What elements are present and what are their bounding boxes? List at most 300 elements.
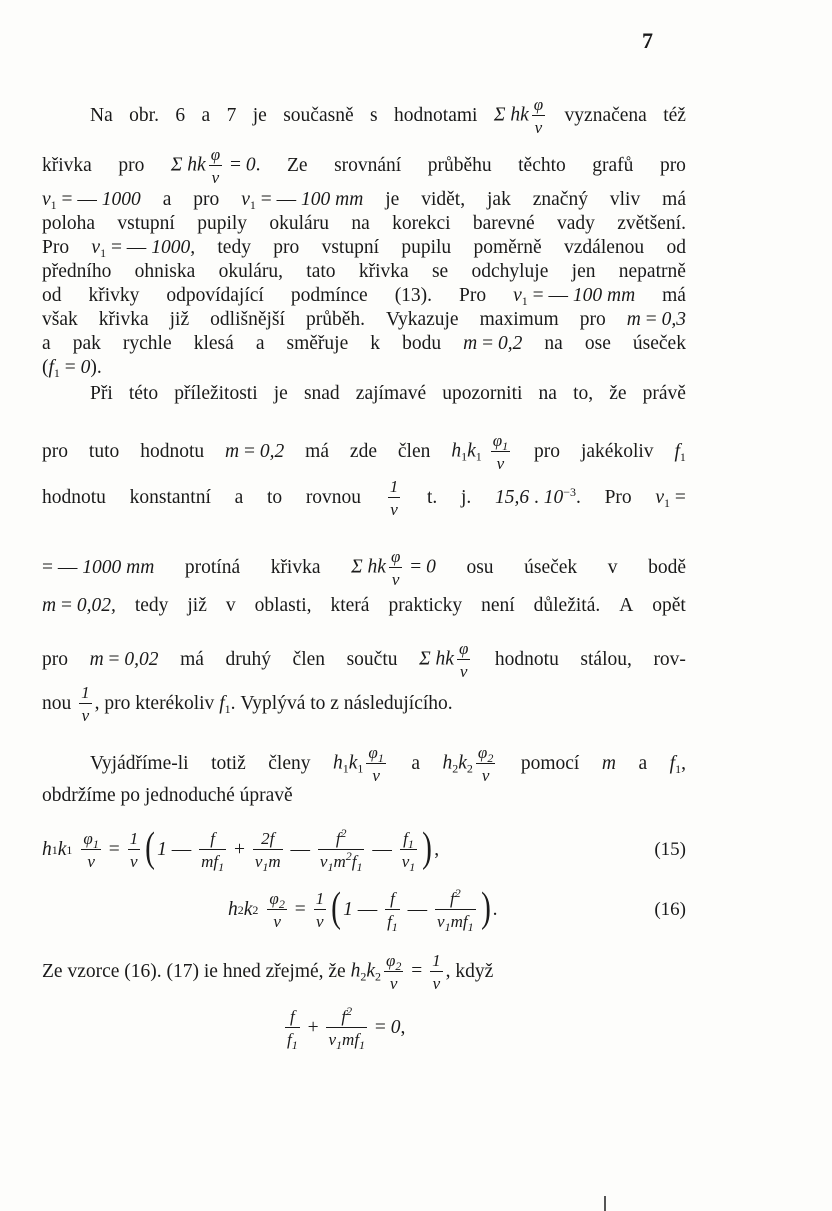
word: členy: [268, 753, 311, 774]
math-expression: [333, 744, 389, 784]
math-expression: [42, 594, 116, 618]
word: poloha: [42, 213, 96, 234]
word: pomocí: [520, 753, 580, 774]
text-line: [42, 478, 686, 518]
word: směřuje: [286, 333, 349, 354]
subscript: 2: [452, 761, 459, 776]
math-symbol: =: [103, 839, 125, 860]
fraction-denominator: $v_1m^2f_1$: [319, 849, 363, 874]
word: Pro: [604, 487, 632, 508]
text-line: [42, 744, 686, 784]
math-symbol: 0: [80, 357, 91, 378]
word: křivka: [270, 557, 321, 578]
word: pro: [579, 309, 606, 330]
fraction-numerator: φ: [533, 95, 544, 114]
fraction: [81, 830, 100, 870]
text-line: [42, 684, 686, 724]
word: vliv: [609, 189, 641, 210]
word: klesá: [193, 333, 234, 354]
subscript: 1: [521, 294, 528, 308]
subscript: 1: [679, 450, 686, 464]
math-symbol: —: [166, 839, 197, 860]
word: barevné: [472, 213, 535, 234]
math-symbol: 1000: [101, 189, 141, 210]
word: 7: [226, 105, 237, 126]
subscript: 2: [466, 761, 473, 776]
fraction-numerator: $f^2$: [341, 1004, 353, 1026]
math-symbol: =: [477, 333, 498, 354]
subscript: 2: [278, 897, 285, 911]
math-symbol: = —: [42, 557, 83, 578]
math-symbol: h: [442, 752, 453, 774]
text-run: obdržíme po jednoduché úpravě: [42, 785, 293, 806]
math-symbol: —: [285, 839, 315, 860]
math-symbol: = —: [56, 189, 102, 210]
math-symbol: Σ hk: [170, 154, 206, 176]
math-symbol: 0,3: [661, 309, 686, 330]
math-symbol: v: [513, 285, 522, 306]
fraction: [400, 829, 418, 874]
math-expression: [241, 188, 363, 212]
fraction-numerator: f: [210, 829, 215, 848]
math-symbol: =: [239, 441, 260, 462]
math-expression: [494, 96, 548, 136]
subscript: 1: [475, 449, 482, 464]
math-symbol: 15,6: [494, 487, 530, 508]
fraction-denominator: $v_1m$: [254, 852, 281, 874]
math-symbol: (: [42, 357, 49, 378]
math-symbol: f: [674, 441, 680, 462]
subscript: 1: [100, 246, 107, 260]
word: na: [538, 383, 557, 404]
math-symbol: f: [48, 357, 54, 378]
word: vidět,: [421, 189, 466, 210]
subscript: 1: [218, 860, 225, 874]
word: od: [42, 285, 62, 306]
word: že: [609, 383, 627, 404]
math-symbol: ,: [681, 753, 686, 774]
word: a: [638, 753, 648, 774]
fraction-denominator: $v_1mf_1$: [437, 912, 474, 934]
fraction-numerator: 2f: [261, 829, 275, 848]
word: prakticky: [388, 595, 463, 616]
math-symbol: m: [463, 333, 478, 354]
math-expression: [463, 332, 522, 356]
left-paren: (: [145, 825, 155, 871]
text-run: Ze vzorce (16). (17) ie hned zřejmé, že: [42, 961, 351, 982]
math-symbol: Σ hk: [493, 104, 529, 126]
word: má: [180, 649, 204, 670]
math-symbol: —: [352, 899, 383, 920]
fraction-numerator: f: [390, 889, 395, 908]
math-symbol: ).: [90, 357, 102, 378]
word: je: [252, 105, 267, 126]
equation-number: (15): [654, 839, 686, 860]
fraction: [199, 829, 226, 874]
math-symbol: .: [576, 487, 581, 508]
word: srovnání: [334, 155, 402, 176]
word: Na: [90, 105, 113, 126]
fraction-denominator: v: [81, 706, 90, 725]
math-expression: [90, 648, 159, 672]
math-symbol: =: [406, 960, 428, 982]
word: jak: [487, 189, 511, 210]
word: průběh.: [305, 309, 365, 330]
fraction-numerator: φ: [210, 145, 221, 164]
math-expression: [351, 952, 451, 992]
fraction: [430, 952, 443, 992]
fraction-numerator: 1: [129, 829, 139, 848]
word: bodu: [402, 333, 442, 354]
word: která: [330, 595, 370, 616]
word: pupily: [197, 213, 248, 234]
fraction-denominator: v: [316, 912, 324, 931]
word: grafů: [592, 155, 634, 176]
math-expression: [42, 556, 154, 580]
math-symbol: =: [405, 556, 427, 578]
math-symbol: k: [348, 752, 358, 774]
fraction-numerator: $\varphi_2$: [386, 951, 402, 973]
math-symbol: .: [230, 693, 236, 714]
word: na: [544, 333, 563, 354]
word: součtu: [346, 649, 398, 670]
word: k: [370, 333, 381, 354]
subscript: 1: [407, 837, 414, 851]
fraction-numerator: $\varphi_2$: [269, 889, 285, 911]
math-expression: [674, 440, 685, 464]
word: j.: [460, 487, 472, 508]
word: a: [201, 105, 211, 126]
word: tuto: [88, 441, 120, 462]
numbered-equation: h 1 k 1 $\frac{\varphi_1}{v}$ = $\frac{1}{v}$ ( 1 — $\frac{f}{mf_1}$ + $\frac{2f}{v_1m}$ — $\frac{f^2}{v_1m^2f_1}$ — $\frac{f_1}{v_1}$ ) , (15): [42, 825, 686, 874]
text-line: [42, 356, 686, 380]
word: osu: [466, 557, 494, 578]
subscript: 1: [356, 860, 363, 874]
math-symbol: ,: [434, 839, 440, 860]
math-symbol: 10: [543, 487, 564, 508]
fraction-numerator: $\varphi_1$: [492, 431, 509, 453]
subscript: 1: [50, 198, 57, 212]
math-symbol: m: [42, 595, 57, 616]
fraction-numerator: 1: [432, 951, 441, 970]
fraction-denominator: $v_1$: [401, 852, 416, 874]
word: korekci: [392, 213, 451, 234]
math-expression: [627, 308, 686, 332]
math-symbol: =: [670, 487, 686, 508]
scan-artifact-line: [604, 1196, 606, 1211]
word: úseček: [632, 333, 686, 354]
display-equation: [282, 1004, 686, 1052]
word: má: [662, 285, 686, 306]
word: vady: [556, 213, 595, 234]
subscript: 1: [461, 449, 468, 464]
math-expression: [171, 146, 261, 186]
fraction-numerator: $\varphi_2$: [477, 743, 494, 765]
fraction: [476, 744, 495, 784]
word: v: [607, 557, 618, 578]
math-symbol: 0: [390, 1017, 401, 1038]
word: bodě: [648, 557, 686, 578]
word: a: [411, 753, 420, 774]
fraction-numerator: $f_1$: [403, 829, 414, 851]
word: v: [225, 595, 236, 616]
fraction-numerator: φ: [458, 639, 469, 658]
fraction-denominator: v: [372, 766, 380, 785]
word: stálou,: [580, 649, 632, 670]
subscript: 1: [391, 920, 398, 934]
math-symbol: 0,02: [124, 649, 159, 670]
fraction: [491, 432, 510, 472]
math-symbol: 0: [426, 556, 436, 578]
word: pro: [118, 155, 145, 176]
word: křivka: [358, 261, 409, 282]
word: vyznačena: [564, 105, 647, 126]
word: též: [663, 105, 686, 126]
math-symbol: 0,02,: [76, 595, 116, 616]
left-paren: (: [331, 885, 341, 931]
text-line: [42, 260, 686, 284]
word: konstantní: [129, 487, 211, 508]
text-line: [42, 188, 686, 212]
math-expression: [513, 284, 635, 308]
math-expression: [219, 692, 235, 716]
word: odlišnější: [210, 309, 285, 330]
word: tedy: [134, 595, 169, 616]
word: odchyluje: [471, 261, 549, 282]
fraction-denominator: v: [496, 454, 505, 473]
word: zajímavé: [355, 383, 427, 404]
math-symbol: v: [655, 487, 665, 508]
word: pro: [42, 649, 68, 670]
fraction-numerator: 1: [389, 477, 399, 496]
text-line: [42, 308, 686, 332]
math-symbol: Σ hk: [419, 648, 454, 670]
text-run: když: [450, 961, 494, 982]
math-symbol: +: [302, 1017, 324, 1038]
math-symbol: ,: [445, 960, 451, 982]
fraction: [389, 548, 402, 588]
word: vstupní: [321, 237, 380, 258]
math-symbol: 1: [157, 839, 167, 860]
math-symbol: 1000,: [151, 237, 196, 258]
fraction-denominator: $f_1$: [287, 1030, 298, 1052]
fraction: [384, 952, 403, 992]
fraction: [388, 478, 401, 518]
fraction-numerator: 1: [315, 889, 325, 908]
subscript: 1: [92, 837, 99, 851]
math-expression: [495, 486, 581, 510]
word: obr.: [129, 105, 159, 126]
math-expression: [385, 478, 404, 518]
fraction-denominator: v: [130, 852, 138, 871]
math-symbol: f: [669, 753, 676, 774]
text-line: [42, 594, 686, 618]
subscript: 2: [375, 969, 381, 984]
subscript: 1: [502, 439, 509, 453]
math-symbol: Σ hk: [351, 556, 386, 578]
subscript: 1: [444, 920, 451, 934]
math-symbol: m: [626, 309, 641, 330]
word: úseček: [524, 557, 578, 578]
word: podmínce: [290, 285, 368, 306]
math-expression: [451, 432, 513, 472]
math-expression: [76, 684, 99, 724]
word: průběhu: [427, 155, 492, 176]
word: okuláru,: [218, 261, 284, 282]
math-expression: [670, 752, 686, 776]
word: pupilu: [401, 237, 452, 258]
math-symbol: =: [225, 154, 246, 176]
math-symbol: =: [59, 357, 81, 378]
word: křivky: [88, 285, 140, 306]
fraction: [318, 826, 365, 874]
word: odpovídající: [166, 285, 264, 306]
fraction: [128, 830, 141, 870]
math-symbol: f: [219, 693, 225, 714]
word: člen: [397, 441, 431, 462]
math-expression: [42, 188, 141, 212]
math-expression: [419, 640, 473, 680]
math-symbol: v: [241, 189, 250, 210]
word: má: [662, 189, 686, 210]
math-symbol: m: [225, 441, 240, 462]
subscript: 2: [487, 751, 494, 765]
fraction: [385, 889, 400, 934]
word: hodnotu: [494, 649, 559, 670]
fraction-denominator: v: [391, 570, 400, 589]
math-expression: [351, 548, 436, 588]
fraction: [79, 684, 92, 724]
math-symbol: h: [228, 899, 238, 920]
text-run: pro kterékoliv: [99, 693, 220, 714]
word: hodnotu: [140, 441, 205, 462]
text-line: [42, 212, 686, 236]
word: maximum: [479, 309, 559, 330]
math-symbol: =: [103, 649, 125, 670]
math-symbol: —: [367, 839, 397, 860]
fraction-numerator: $f^2$: [449, 886, 461, 908]
superscript: 2: [346, 1004, 353, 1018]
word: to,: [573, 383, 594, 404]
math-symbol: m: [601, 753, 616, 774]
math-symbol: 100 mm: [572, 285, 636, 306]
word: pak: [72, 333, 101, 354]
math-symbol: = —: [527, 285, 573, 306]
math-symbol: =: [370, 1017, 391, 1038]
word: jen: [571, 261, 596, 282]
fraction-denominator: $f_1$: [387, 912, 398, 934]
fraction: [267, 890, 286, 930]
subscript: 1: [262, 860, 269, 874]
math-expression: [42, 356, 102, 380]
math-symbol: .: [492, 899, 498, 920]
word: nepatrně: [618, 261, 686, 282]
word: člen: [292, 649, 326, 670]
word: rychle: [122, 333, 172, 354]
superscript: −3: [563, 485, 576, 499]
math-symbol: 0,2: [497, 333, 523, 354]
text-line: [42, 96, 686, 136]
subscript: 1: [53, 366, 60, 380]
fraction-numerator: 1: [81, 683, 90, 702]
text-line: [42, 548, 686, 588]
math-symbol: h: [42, 839, 52, 860]
equation-number: (16): [654, 899, 686, 920]
word: 6: [175, 105, 186, 126]
math-expression: [602, 752, 616, 776]
math-symbol: .: [255, 154, 261, 176]
math-symbol: +: [229, 839, 250, 860]
fraction-denominator: v: [481, 766, 490, 785]
word: poměrně: [473, 237, 542, 258]
word: právě: [642, 383, 686, 404]
math-symbol: v: [42, 189, 51, 210]
subscript: 1: [357, 761, 364, 776]
fraction-numerator: $f^2$: [335, 826, 347, 848]
word: důležitá.: [533, 595, 601, 616]
math-symbol: 1: [343, 899, 353, 920]
fraction-denominator: v: [87, 852, 95, 871]
word: křivka: [42, 155, 92, 176]
word: již: [169, 309, 190, 330]
fraction-denominator: v: [432, 974, 441, 993]
math-symbol: k: [366, 960, 375, 982]
word: Pro: [459, 285, 487, 306]
subscript: 1: [377, 751, 384, 765]
text-line: [42, 146, 686, 186]
word: a: [255, 333, 265, 354]
word: se: [431, 261, 449, 282]
subscript: 1: [664, 496, 671, 510]
math-expression: [655, 486, 686, 510]
math-symbol: k: [57, 839, 67, 860]
fraction-denominator: $v_1mf_1$: [328, 1030, 366, 1052]
word: s: [370, 105, 378, 126]
text-line: [42, 284, 686, 308]
word: ohniska: [134, 261, 196, 282]
word: jakékoliv: [580, 441, 654, 462]
word: protíná: [184, 557, 241, 578]
word: těchto: [518, 155, 566, 176]
word: Vyjádříme-li: [90, 753, 189, 774]
subscript: 1: [291, 1038, 298, 1052]
word: druhý: [225, 649, 271, 670]
superscript: 2: [340, 826, 347, 840]
word: tato: [306, 261, 336, 282]
math-symbol: h: [350, 960, 361, 982]
word: Vykazuje: [386, 309, 459, 330]
math-symbol: 0: [245, 154, 256, 176]
fraction-numerator: $\varphi_1$: [368, 743, 384, 765]
fraction: [314, 890, 327, 930]
fraction-denominator: v: [273, 912, 281, 931]
math-symbol: 1000 mm: [82, 557, 155, 578]
subscript: 1: [249, 198, 256, 212]
word: zvětšení.: [617, 213, 686, 234]
math-symbol: v: [91, 237, 101, 258]
word: má: [305, 441, 329, 462]
word: vstupní: [117, 213, 175, 234]
math-symbol: = —: [106, 237, 152, 258]
fraction-numerator: f: [290, 1007, 295, 1026]
math-symbol: .: [529, 487, 544, 508]
math-symbol: 0,2: [259, 441, 285, 462]
math-symbol: =: [289, 899, 311, 920]
word: příležitosti: [174, 383, 258, 404]
word: a: [42, 333, 51, 354]
word: ose: [584, 333, 611, 354]
text-run: Vyplývá to z následujícího.: [235, 693, 453, 714]
